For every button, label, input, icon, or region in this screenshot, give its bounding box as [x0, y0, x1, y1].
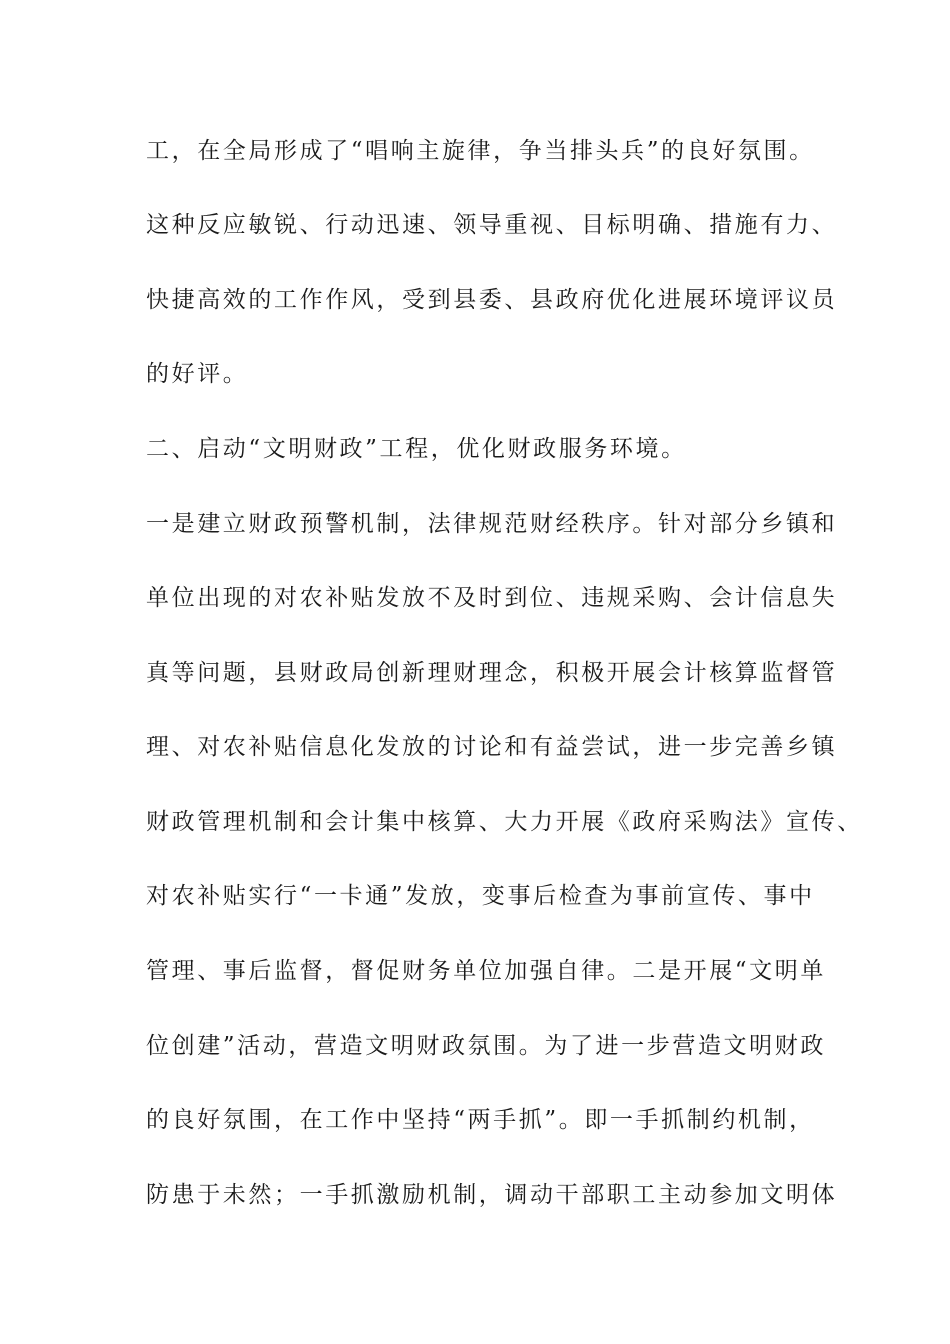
text-line-1: 工，在全局形成了“唱响主旋律，争当排头兵”的良好氛围。 [146, 138, 815, 164]
text-line-10: 财政管理机制和会计集中核算、大力开展《政府采购法》宣传、 [146, 809, 863, 835]
text-line-14: 的良好氛围，在工作中坚持“两手抓”。即一手抓制约机制， [146, 1107, 815, 1133]
text-line-9: 理、对农补贴信息化发放的讨论和有益尝试，进一步完善乡镇 [146, 734, 838, 760]
text-line-3: 快捷高效的工作作风，受到县委、县政府优化进展环境评议员 [146, 287, 838, 313]
text-line-12: 管理、事后监督，督促财务单位加强自律。二是开展“文明单 [146, 958, 826, 984]
text-line-8: 真等问题，县财政局创新理财理念，积极开展会计核算监督管 [146, 660, 838, 686]
text-line-13: 位创建”活动，营造文明财政氛围。为了进一步营造文明财政 [146, 1033, 826, 1059]
text-line-7: 单位出现的对农补贴发放不及时到位、违规采购、会计信息失 [146, 585, 838, 611]
text-line-6: 一是建立财政预警机制，法律规范财经秩序。针对部分乡镇和 [146, 511, 838, 537]
section-heading: 二、启动“文明财政”工程，优化财政服务环境。 [146, 436, 687, 462]
text-line-2: 这种反应敏锐、行动迅速、领导重视、目标明确、措施有力、 [146, 212, 838, 238]
text-line-4: 的好评。 [146, 361, 249, 387]
text-line-11: 对农补贴实行“一卡通”发放，变事后检查为事前宣传、事中 [146, 883, 815, 909]
text-line-15: 防患于未然；一手抓激励机制，调动干部职工主动参加文明体 [146, 1182, 838, 1208]
